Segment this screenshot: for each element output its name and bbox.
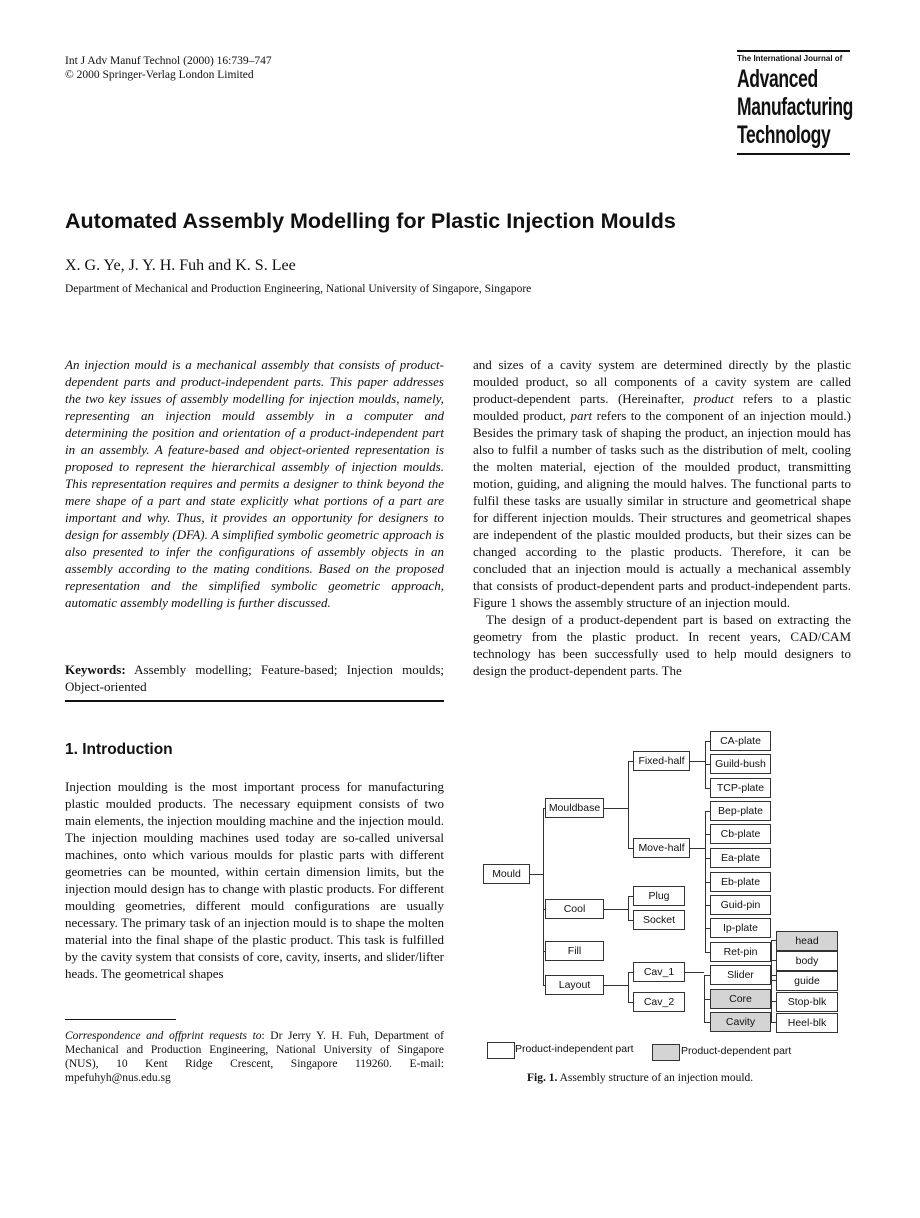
figure-caption-text: Assembly structure of an injection mould. — [557, 1072, 754, 1084]
footnote-text: : Dr Jerry Y. H. Fuh, Department of Mechanical and Production Engineering, National University of Singapore (NUS), 10 Kent Ridge Crescent, Singapore 119260. E-mail: mpefuhyh@nus.edu.sg — [65, 1030, 444, 1084]
node-bep-plate: Bep-plate — [710, 801, 771, 821]
introduction-paragraph: Injection moulding is the most important process for manufacturing plastic moulded products. The necessary equipment consists of two main elements, the injection moulding machine and the injection mould. The injection moulding machines used today are so-called universal machines, onto which various moulds for plastic parts with different geometries can be mounted, within certain dimension limits, but the injection mould design has to change with plastic products. For different moulding geometries, different mould configurations are usually necessary. The primary task of an injection mould is to shape the molten material into the final shape of the plastic product. This task is fulfilled by the cavity system that consists of core, cavity, inserts, and slider/lifter heads. The geometrical shapes — [65, 779, 444, 981]
footnote-label: Correspondence and offprint requests to — [65, 1030, 262, 1042]
section-heading-introduction: 1. Introduction — [65, 741, 173, 758]
citation-block — [65, 54, 272, 82]
right-paragraph-1 — [473, 356, 851, 611]
legend-swatch-independent — [487, 1042, 515, 1059]
node-layout: Layout — [545, 975, 604, 995]
article-title: Automated Assembly Modelling for Plastic Injection Moulds — [65, 209, 676, 233]
connector — [603, 909, 628, 910]
node-fixed-half: Fixed-half — [633, 751, 690, 771]
connector — [684, 972, 704, 973]
figure-caption — [527, 1072, 753, 1084]
text-run: refers to the component of an injection mould.) Besides the primary task of shaping the product, an injection mould has also to fulfil a number of tasks such as the distribution of melt, cooling the molten material, ejection of the moulded product, transmitting motion, guiding, and aligning the mould halves. The functional parts to fulfil these tasks are usually similar in structure and geometrical shape for different injection moulds. Their structures and geometrical shapes are independent of the plastic moulded products, but their sizes can be changed according to the plastic products. Therefore, it can be concluded that an injection mould is actually a mechanical assembly that consists of product-dependent parts and product-independent parts. Figure 1 shows the assembly structure of an injection mould. — [473, 408, 851, 610]
logo-kicker: The International Journal of — [737, 54, 843, 63]
connector — [771, 940, 772, 1023]
keywords-text: Assembly modelling; Feature-based; Injection moulds; Object-oriented — [65, 662, 444, 694]
node-head: head — [776, 931, 838, 951]
text-run: and sizes of a cavity system are determined directly by the plastic moulded product, so all components of a cavity system are called product-dependent parts. (Hereinafter, — [473, 357, 851, 406]
citation-line: Int J Adv Manuf Technol (2000) 16:739–747 — [65, 55, 272, 67]
abstract: An injection mould is a mechanical assembly that consists of product-dependent parts and product-independent parts. This paper addresses the two key issues of assembly modelling for injection moulds, namely, representing an injection mould assembly in a computer and determining the position and orientation of a product-independent part in an assembly. A feature-based and object-oriented representation is proposed to represent the hierarchical assembly of injection moulds. This representation requires and permits a designer to think beyond the mere shape of a part and state explicitly what portions of a part are important and why. Thus, it provides an opportunity for designers to design for assembly (DFA). A simplified symbolic geometric approach is also presented to infer the configurations of assembly objects in an assembly according to the mating conditions. Based on the proposed representation and the simplified symbolic geometric approach, automatic assembly modelling is further discussed. — [65, 357, 444, 610]
emphasis-part: part — [570, 408, 593, 423]
node-ca-plate: CA-plate — [710, 731, 771, 751]
node-stop-blk: Stop-blk — [776, 992, 838, 1012]
node-ret-pin: Ret-pin — [710, 942, 771, 962]
connector — [628, 896, 629, 920]
logo-rule-bottom — [737, 153, 850, 155]
text-run: refers to a plastic moulded product, — [473, 391, 851, 423]
node-core: Core — [710, 989, 771, 1009]
keywords-label: Keywords: — [65, 662, 126, 677]
assembly-structure-figure — [483, 727, 863, 1072]
connector — [688, 848, 705, 849]
copyright-line: © 2000 Springer-Verlag London Limited — [65, 69, 254, 81]
node-body: body — [776, 951, 838, 971]
article-authors: X. G. Ye, J. Y. H. Fuh and K. S. Lee — [65, 257, 296, 274]
connector — [628, 972, 629, 1002]
connector — [603, 985, 628, 986]
connector — [628, 761, 629, 849]
node-cavity: Cavity — [710, 1012, 771, 1032]
node-heel-blk: Heel-blk — [776, 1013, 838, 1033]
keywords-divider — [65, 700, 444, 702]
right-column-text — [473, 356, 851, 679]
node-guid-pin: Guid-pin — [710, 895, 771, 915]
node-cool: Cool — [545, 899, 604, 919]
node-guild-bush: Guild-bush — [710, 754, 771, 774]
node-ea-plate: Ea-plate — [710, 848, 771, 868]
legend-label-dependent: Product-dependent part — [681, 1045, 792, 1057]
node-tcp-plate: TCP-plate — [710, 778, 771, 798]
node-move-half: Move-half — [633, 838, 690, 858]
node-mouldbase: Mouldbase — [545, 798, 604, 818]
logo-line-advanced: Advanced — [737, 65, 818, 93]
node-fill: Fill — [545, 941, 604, 961]
keywords — [65, 661, 444, 695]
node-plug: Plug — [633, 886, 685, 906]
connector — [603, 808, 628, 809]
logo-rule-top — [737, 50, 850, 52]
connector — [528, 874, 543, 875]
footnote-divider — [65, 1019, 176, 1020]
node-socket: Socket — [633, 910, 685, 930]
connector — [543, 808, 544, 986]
logo-line-technology: Technology — [737, 121, 831, 149]
legend-label-independent: Product-independent part — [515, 1043, 634, 1055]
node-slider: Slider — [710, 965, 771, 985]
node-cav-2: Cav_2 — [633, 992, 685, 1012]
node-ip-plate: Ip-plate — [710, 918, 771, 938]
connector — [705, 741, 706, 789]
node-guide: guide — [776, 971, 838, 991]
right-paragraph-2: The design of a product-dependent part is based on extracting the geometry from the plastic product. In recent years, CAD/CAM technology has been successfully used to help mould designers to design the product-dependent parts. The — [473, 612, 851, 678]
connector — [688, 761, 705, 762]
emphasis-product: product — [693, 391, 734, 406]
article-affiliation: Department of Mechanical and Production Engineering, National University of Singapore, Singapore — [65, 283, 532, 295]
node-cb-plate: Cb-plate — [710, 824, 771, 844]
journal-logo — [737, 50, 854, 178]
node-eb-plate: Eb-plate — [710, 872, 771, 892]
node-cav-1: Cav_1 — [633, 962, 685, 982]
logo-line-manufacturing: Manufacturing — [737, 93, 854, 121]
correspondence-footnote — [65, 1029, 444, 1085]
figure-caption-label: Fig. 1. — [527, 1072, 558, 1084]
node-mould: Mould — [483, 864, 530, 884]
legend-swatch-dependent — [652, 1044, 680, 1061]
